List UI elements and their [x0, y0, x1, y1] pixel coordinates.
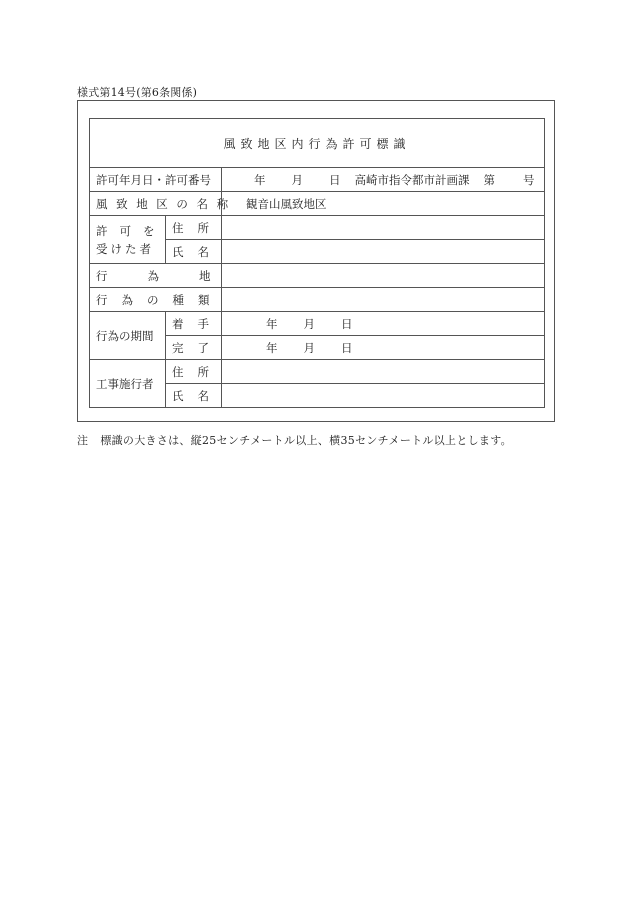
permit-date-number-row — [90, 168, 545, 192]
period-start-value — [222, 312, 545, 336]
location-value — [222, 264, 545, 288]
note-text: 標識の大きさは、縦25センチメートル以上、横35センチメートル以上とします。 — [100, 434, 512, 447]
permittee-label-line1: 許可を — [96, 223, 167, 238]
period-start-row — [90, 312, 545, 336]
contractor-name-value — [222, 384, 545, 408]
end-year-char: 年 — [266, 340, 278, 355]
type-row — [90, 288, 545, 312]
permittee-address-label: 住所 — [166, 216, 222, 240]
day-char: 日 — [329, 172, 341, 187]
permittee-label — [90, 216, 166, 264]
district-name-row — [90, 192, 545, 216]
period-label: 行為の期間 — [90, 312, 166, 360]
permittee-name-label: 氏名 — [166, 240, 222, 264]
period-end-value — [222, 336, 545, 360]
gou-char: 号 — [523, 172, 535, 187]
year-char: 年 — [254, 172, 266, 187]
contractor-label: 工事施行者 — [90, 360, 166, 408]
type-label: 行為の種類 — [90, 288, 222, 312]
district-name-label — [90, 192, 237, 216]
title-row — [90, 119, 545, 168]
type-value — [222, 288, 545, 312]
size-note — [77, 432, 512, 448]
form-number-label: 様式第14号(第6条関係) — [77, 86, 198, 99]
contractor-address-row — [90, 360, 545, 384]
location-label: 行為地 — [90, 264, 222, 288]
start-year-char: 年 — [266, 316, 278, 331]
contractor-address-label: 住所 — [166, 360, 222, 384]
permittee-name-value — [222, 240, 545, 264]
permittee-address-row — [90, 216, 545, 240]
start-day-char: 日 — [341, 316, 353, 331]
period-start-label: 着手 — [166, 312, 222, 336]
contractor-name-label: 氏名 — [166, 384, 222, 408]
dai-char: 第 — [483, 172, 495, 187]
end-month-char: 月 — [303, 340, 315, 355]
month-char: 月 — [291, 172, 303, 187]
permit-date-number-value — [222, 168, 545, 192]
permit-sign-table — [89, 118, 545, 408]
district-name-label-text: 風致地区の名称 — [96, 196, 237, 211]
end-day-char: 日 — [341, 340, 353, 355]
start-month-char: 月 — [303, 316, 315, 331]
period-end-label: 完了 — [166, 336, 222, 360]
permittee-label-line2: 受けた者 — [96, 241, 154, 256]
district-name-value: 観音山風致地区 — [222, 192, 545, 216]
issuer-text: 高崎市指令都市計画課 — [354, 172, 470, 187]
permittee-address-value — [222, 216, 545, 240]
contractor-address-value — [222, 360, 545, 384]
location-row — [90, 264, 545, 288]
sign-title: 風致地区内行為許可標識 — [90, 119, 545, 168]
note-mark: 注 — [77, 434, 89, 447]
permit-date-number-label: 許可年月日・許可番号 — [90, 168, 222, 192]
